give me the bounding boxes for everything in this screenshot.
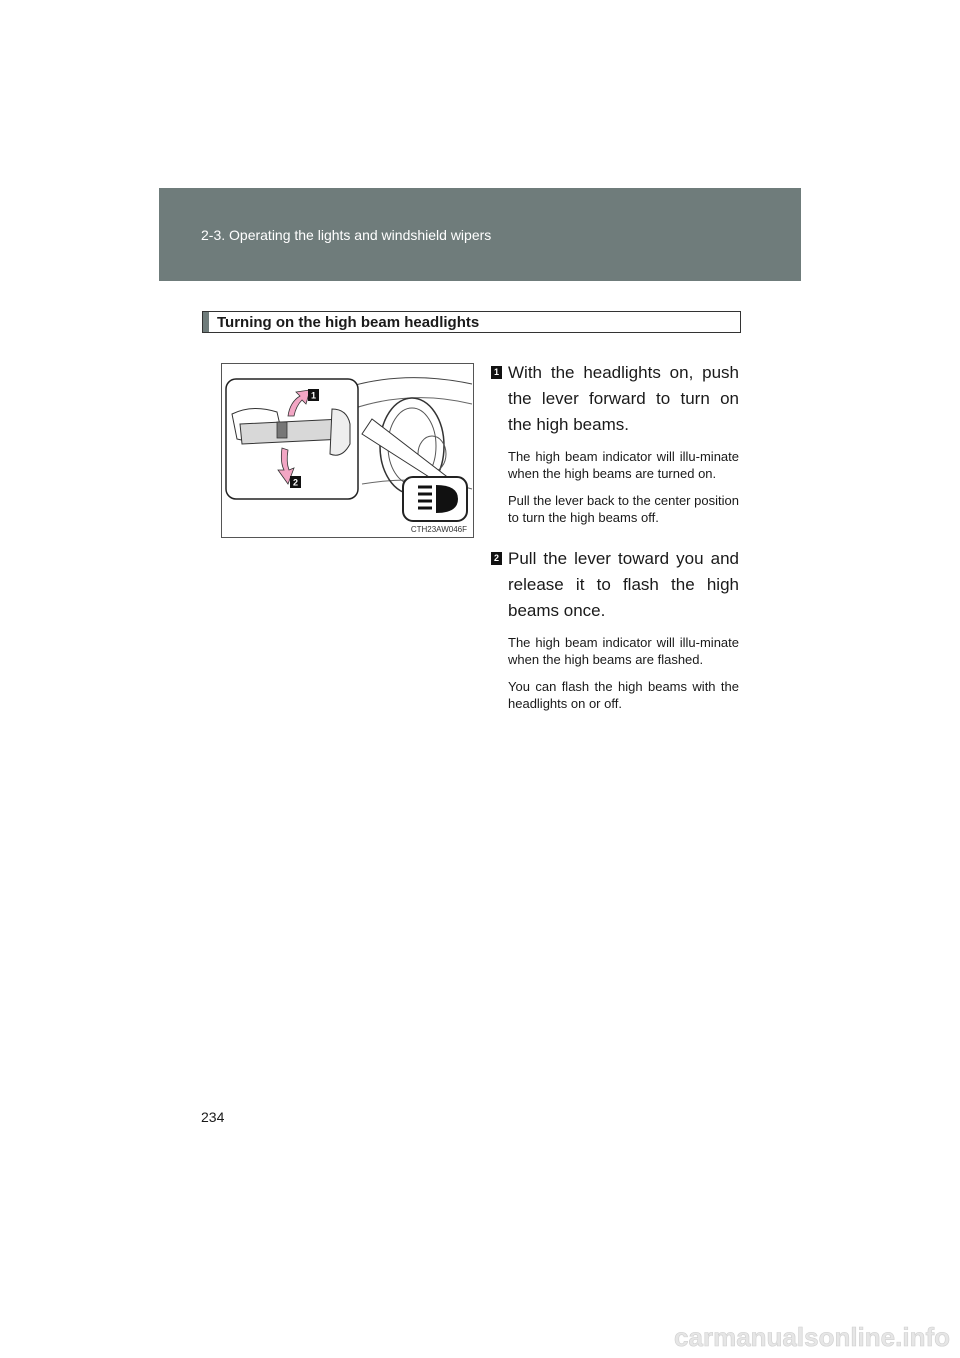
section-heading — [202, 311, 741, 333]
step-1 — [491, 360, 739, 526]
instruction-steps — [491, 360, 739, 712]
step-1-number: 1 — [491, 366, 502, 379]
step-2-note-2: You can flash the high beams with the headlights on or off. — [508, 679, 739, 711]
step-1-instruction: With the headlights on, push the lever forward to turn on the high beams. — [508, 363, 739, 434]
lever-illustration — [221, 363, 474, 538]
watermark-logo — [660, 1318, 960, 1354]
step-2-note-1: The high beam indicator will illu-minate when the high beams are flashed. — [508, 635, 739, 667]
chapter-title: 2-3. Operating the lights and windshield wipers — [201, 227, 492, 243]
step-1-note-1: The high beam indicator will illu-minate when the high beams are turned on. — [508, 449, 739, 481]
step-2-number: 2 — [491, 552, 502, 565]
watermark — [0, 1314, 960, 1354]
chapter-header — [159, 188, 801, 281]
step-2 — [491, 546, 739, 712]
headlight-lever-drawing — [222, 364, 473, 537]
section-tab-marker — [203, 312, 209, 332]
step-1-note-2: Pull the lever back to the center position to turn the high beams off. — [508, 493, 739, 525]
svg-text:carmanualsonline.info: carmanualsonline.info — [674, 1322, 950, 1352]
figure-code: CTH23AW046F — [410, 525, 467, 534]
page-number: 234 — [201, 1109, 225, 1125]
section-title: Turning on the high beam headlights — [217, 314, 480, 331]
figure-label-2: 2 — [292, 477, 299, 488]
figure-label-1: 1 — [310, 390, 317, 401]
step-2-instruction: Pull the lever toward you and release it to flash the high beams once. — [508, 549, 739, 620]
